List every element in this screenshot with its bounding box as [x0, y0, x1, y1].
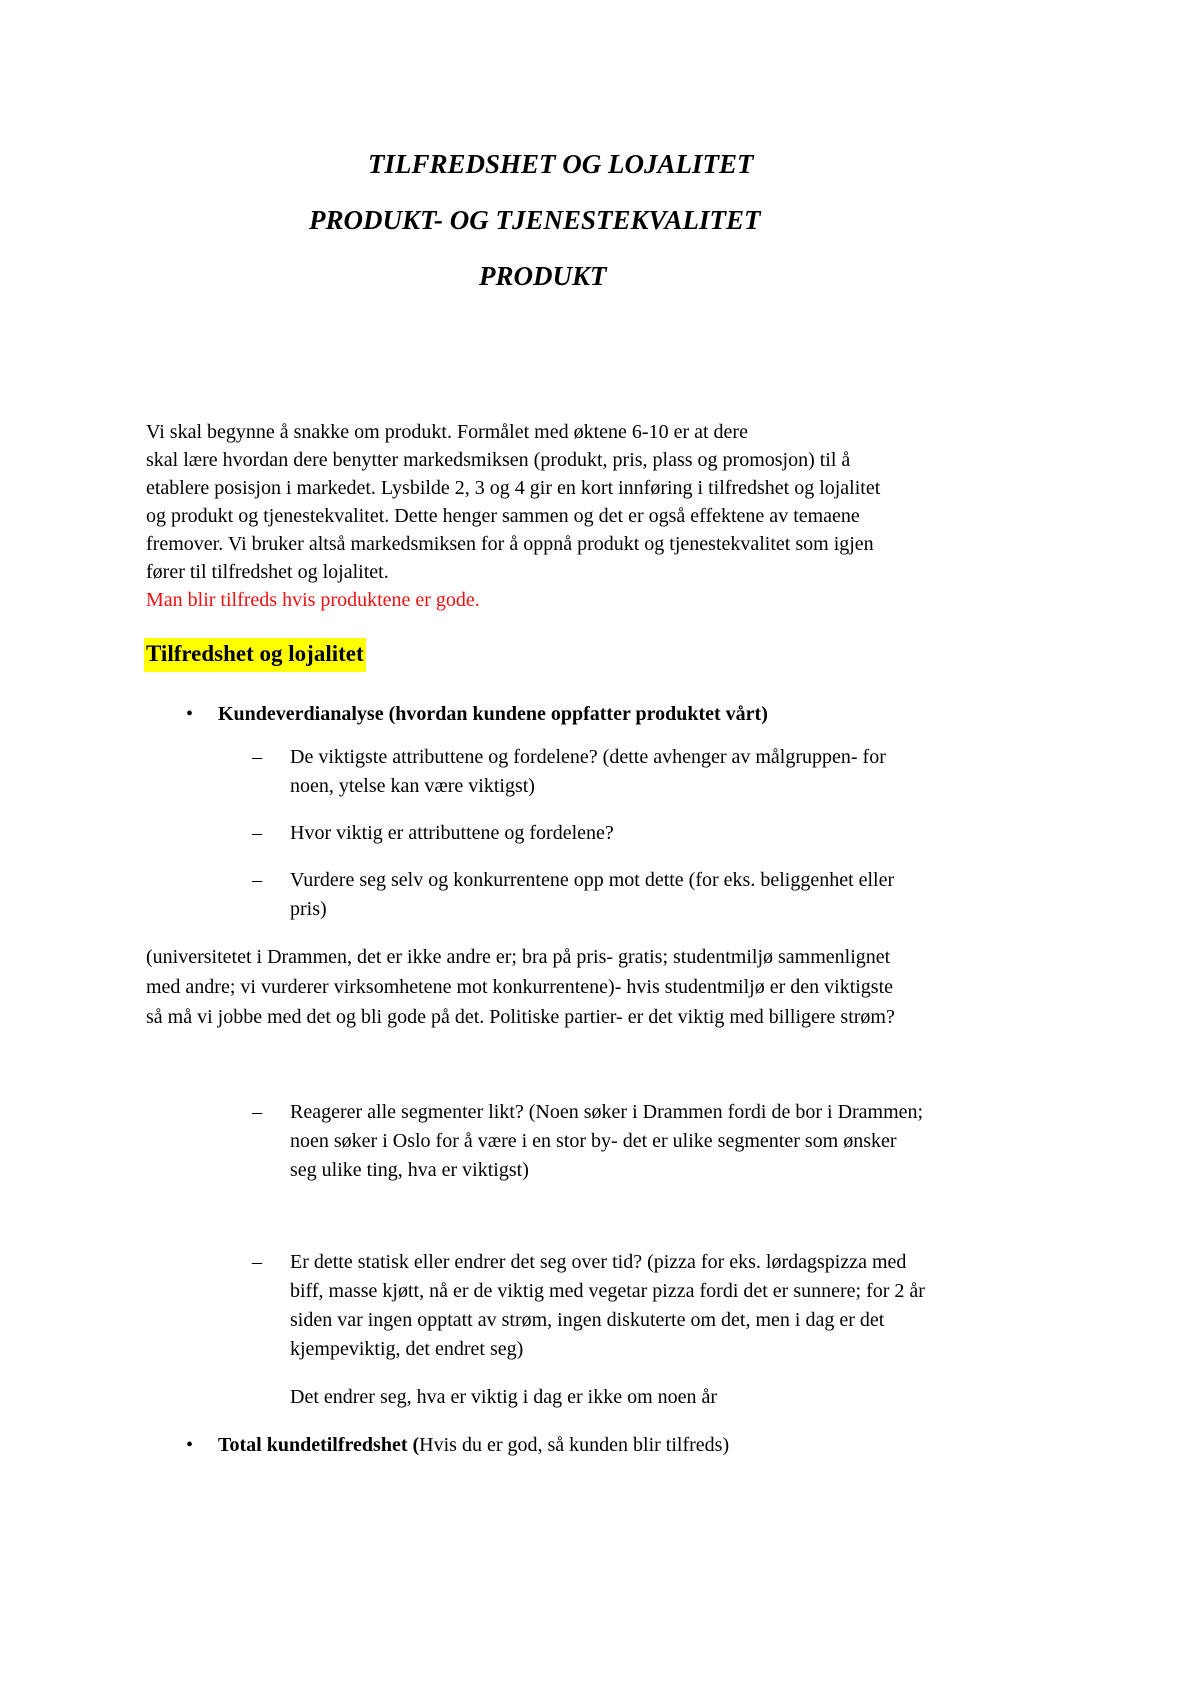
dash-line: siden var ingen opptatt av strøm, ingen diskuterte om det, men i dag er det	[290, 1309, 885, 1331]
note-line: med andre; vi vurderer virksomhetene mot konkurrentene)- hvis studentmiljø er den viktigste	[146, 976, 894, 998]
bullet-bold-text: Total kundetilfredshet (	[218, 1434, 420, 1456]
intro-line: etablere posisjon i markedet. Lysbilde 2, 3 og 4 gir en kort innføring i tilfredshet og lojalitet	[146, 477, 881, 499]
dash-line: Er dette statisk eller endrer det seg over tid? (pizza for eks. lørdagspizza med	[290, 1251, 907, 1273]
note-line: (universitetet i Drammen, det er ikke andre er; bra på pris- gratis; studentmiljø sammenlignet	[146, 946, 891, 968]
dash-symbol: –	[252, 822, 262, 844]
dash-line: pris)	[290, 898, 327, 920]
dash-line: De viktigste attributtene og fordelene? (dette avhenger av målgruppen- for	[290, 746, 886, 768]
dash-line: noen søker i Oslo for å være i en stor by- det er ulike segmenter som ønsker	[290, 1130, 897, 1152]
note-paragraph	[146, 942, 1086, 1032]
followup-text: Det endrer seg, hva er viktig i dag er ikke om noen år	[290, 1386, 718, 1408]
dash-item-statisk	[290, 1248, 1090, 1364]
dash-line: seg ulike ting, hva er viktigst)	[290, 1159, 529, 1181]
dash-line: kjempeviktig, det endret seg)	[290, 1338, 524, 1360]
bullet-total-kundetilfredshet	[218, 1431, 729, 1459]
intro-line: fremover. Vi bruker altså markedsmiksen for å oppnå produkt og tjenestekvalitet som igjen	[146, 533, 874, 555]
intro-paragraph	[146, 418, 1086, 614]
dash-item-segmenter	[290, 1098, 1090, 1185]
dash-line: noen, ytelse kan være viktigst)	[290, 775, 535, 797]
intro-line: Vi skal begynne å snakke om produkt. Formålet med øktene 6-10 er at dere	[146, 421, 748, 443]
dash-symbol: –	[252, 869, 262, 891]
title-line-1: TILFREDSHET OG LOJALITET	[368, 149, 754, 179]
note-line: så må vi jobbe med det og bli gode på det. Politiske partier- er det viktig med billigere strøm?	[146, 1006, 895, 1028]
title-line-2: PRODUKT- OG TJENESTEKVALITET	[309, 205, 761, 235]
dash-line: Vurdere seg selv og konkurrentene opp mot dette (for eks. beliggenhet eller	[290, 869, 895, 891]
intro-line: skal lære hvordan dere benytter markedsmiksen (produkt, pris, plass og promosjon) til å	[146, 449, 851, 471]
followup-line	[290, 1383, 1090, 1412]
dash-item-hvor-viktig	[290, 819, 1090, 848]
dash-symbol: –	[252, 1101, 262, 1123]
bullet-kundeverdianalyse: Kundeverdianalyse (hvordan kundene oppfatter produktet vårt)	[218, 703, 768, 725]
dash-item-attributter	[290, 743, 1090, 801]
section-heading: Tilfredshet og lojalitet	[144, 638, 366, 672]
dash-line: Reagerer alle segmenter likt? (Noen søker i Drammen fordi de bor i Drammen;	[290, 1101, 924, 1123]
bullet-normal-text: Hvis du er god, så kunden blir tilfreds)	[419, 1434, 730, 1456]
dash-line: biff, masse kjøtt, nå er de viktig med vegetar pizza fordi det er sunnere; for 2 år	[290, 1280, 925, 1302]
intro-red-line: Man blir tilfreds hvis produktene er gode.	[146, 589, 480, 611]
dash-symbol: –	[252, 746, 262, 768]
intro-line: og produkt og tjenestekvalitet. Dette henger sammen og det er også effektene av temaene	[146, 505, 860, 527]
intro-line: fører til tilfredshet og lojalitet.	[146, 561, 389, 583]
title-line-3: PRODUKT	[479, 261, 607, 291]
dash-symbol: –	[252, 1251, 262, 1273]
dash-item-vurdere	[290, 866, 1090, 924]
bullet-symbol: •	[186, 1434, 194, 1456]
dash-line: Hvor viktig er attributtene og fordelene?	[290, 822, 614, 844]
bullet-symbol: •	[186, 703, 194, 725]
